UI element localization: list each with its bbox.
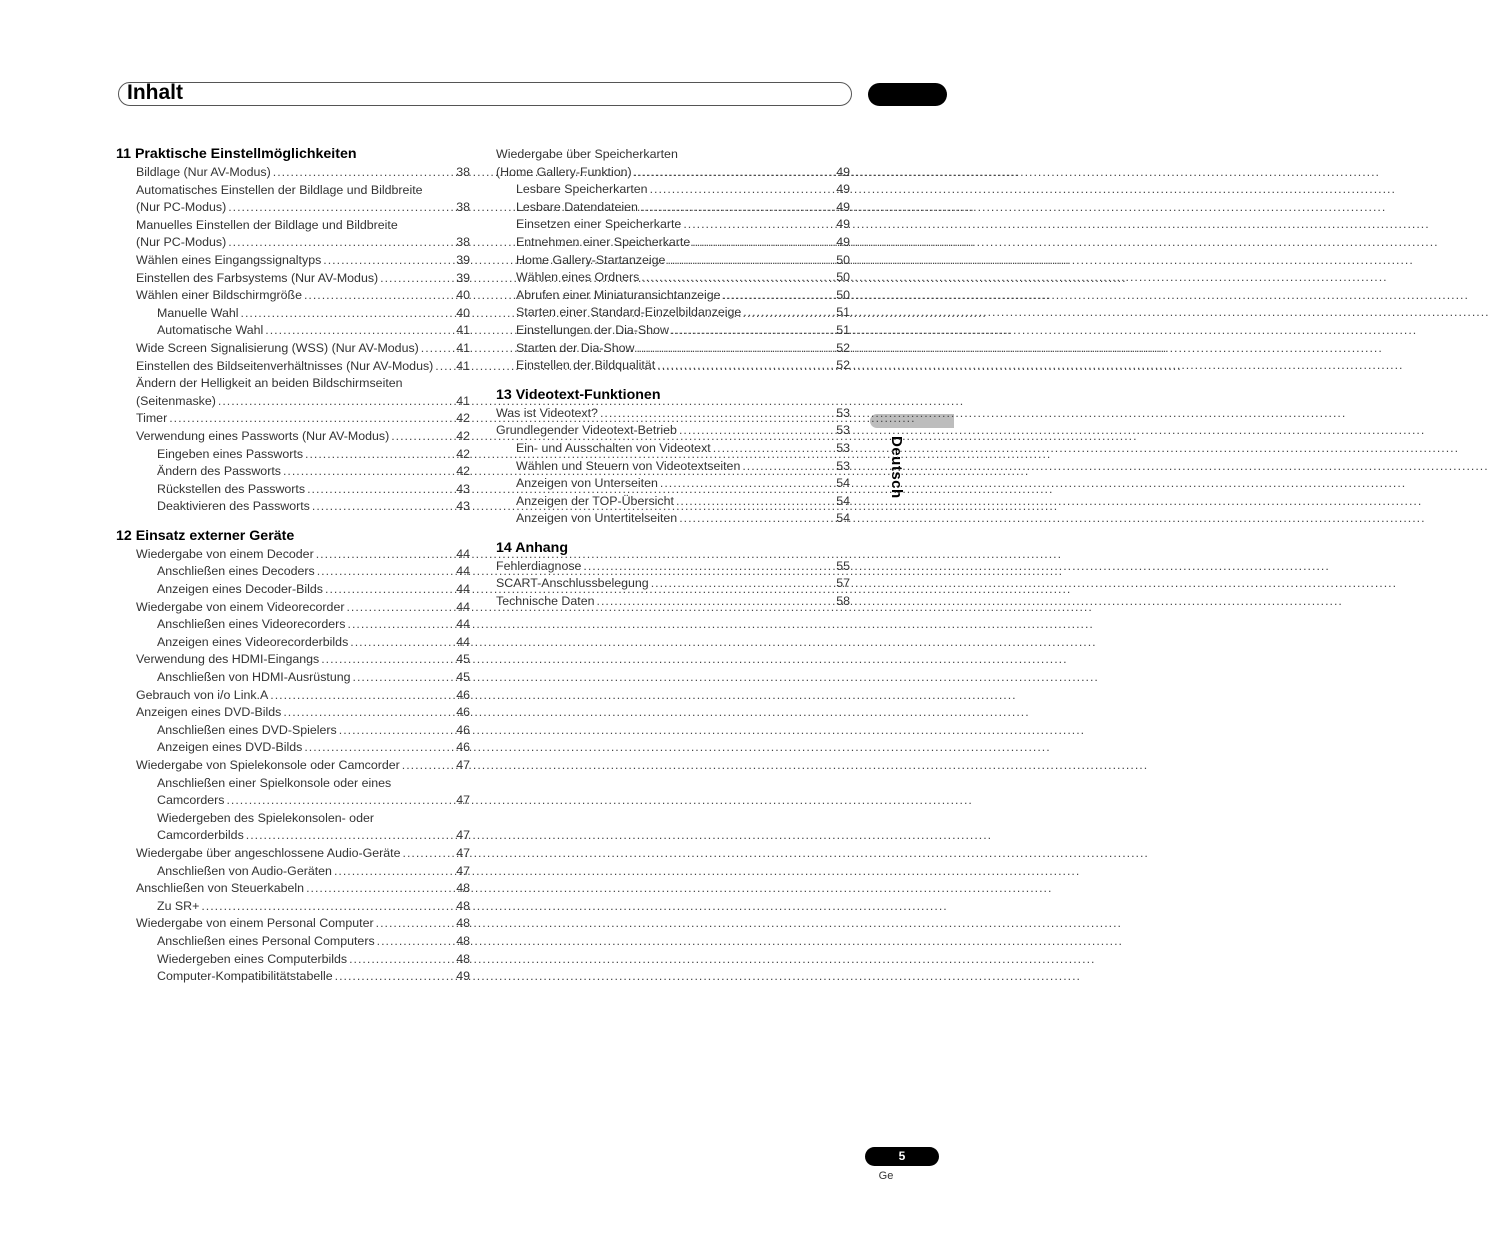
toc-entry[interactable] xyxy=(116,322,470,340)
toc-entry[interactable] xyxy=(116,287,470,305)
toc-entry[interactable] xyxy=(496,575,850,593)
toc-entry-page: 45 xyxy=(456,670,470,685)
toc-entry-page: 41 xyxy=(456,358,470,373)
toc-entry-title: Anzeigen eines DVD-Bilds xyxy=(136,705,282,720)
toc-entry-title: Anschließen eines Decoders xyxy=(157,564,315,579)
toc-entry-title: Wählen eines Ordners xyxy=(516,270,640,285)
toc-entry-title: Einstellen der Bildqualität xyxy=(516,358,656,373)
dot-leader xyxy=(679,422,834,440)
dot-leader xyxy=(228,234,454,252)
toc-entry-page: 55 xyxy=(836,558,850,573)
toc-entry-page: 48 xyxy=(456,916,470,931)
toc-entry-page: 40 xyxy=(456,305,470,320)
toc-entry-page: 49 xyxy=(836,217,850,232)
toc-entry-title: Einsetzen einer Speicherkarte xyxy=(516,217,682,232)
toc-entry-title: Verwendung des HDMI-Eingangs xyxy=(136,652,320,667)
toc-entry-page: 46 xyxy=(456,722,470,737)
toc-entry-title: Wählen einer Bildschirmgröße xyxy=(136,288,302,303)
dot-leader xyxy=(323,252,454,270)
toc-entry[interactable] xyxy=(116,446,470,464)
toc-entry[interactable] xyxy=(496,252,850,270)
dot-leader xyxy=(692,234,834,252)
toc-entry[interactable] xyxy=(496,357,850,375)
toc-section xyxy=(496,146,850,375)
toc-entry-line: Anschließen einer Spielkonsole oder eines xyxy=(157,775,392,790)
toc-entry[interactable] xyxy=(116,722,470,740)
dot-leader xyxy=(660,475,834,493)
toc-entry-title: Bildlage (Nur AV-Modus) xyxy=(136,165,271,179)
dot-leader xyxy=(283,704,454,722)
toc-entry-title: Verwendung eines Passworts (Nur AV-Modus) xyxy=(136,428,390,443)
dot-leader xyxy=(583,558,834,576)
toc-entry[interactable] xyxy=(116,915,470,933)
toc-entry[interactable] xyxy=(116,616,470,634)
dot-leader xyxy=(349,951,454,969)
toc-entry[interactable] xyxy=(496,593,850,611)
toc-entry-title: Abrufen einer Miniaturansichtanzeige xyxy=(516,287,721,302)
dot-leader xyxy=(241,305,455,323)
dot-leader xyxy=(228,199,454,217)
toc-entry-page: 41 xyxy=(456,393,470,408)
toc-entry-title: Camcorders xyxy=(157,793,225,808)
toc-entry-page: 58 xyxy=(836,594,850,609)
toc-entry[interactable] xyxy=(496,558,850,576)
toc-entry-page: 46 xyxy=(456,740,470,755)
toc-entry-title: Anzeigen eines Videorecorderbilds xyxy=(157,634,349,649)
toc-entry-page: 44 xyxy=(456,582,470,597)
toc-entry-page: 53 xyxy=(836,458,850,473)
toc-entry-title: Wählen und Steuern von Videotextseiten xyxy=(516,458,741,473)
toc-entry[interactable] xyxy=(116,428,470,446)
language-tab-label: Deutsch xyxy=(888,436,905,499)
toc-entry-title: Anzeigen der TOP-Übersicht xyxy=(516,493,674,508)
toc-entry-title: Technische Daten xyxy=(496,594,595,609)
toc-entry-page: 42 xyxy=(456,411,470,426)
toc-entry-page: 41 xyxy=(456,323,470,338)
toc-entry-page: 54 xyxy=(836,511,850,526)
dot-leader xyxy=(391,428,454,446)
toc-entry-page: 39 xyxy=(456,270,470,285)
toc-entry-title: Starten einer Standard-Einzelbildanzeige xyxy=(516,305,742,320)
toc-entry-title: Anschließen von Audio-Geräten xyxy=(157,863,332,878)
toc-entry-title: Zu SR+ xyxy=(157,898,200,913)
toc-entry-title: Entnehmen einer Speicherkarte xyxy=(516,234,691,249)
toc-entry-page: 49 xyxy=(836,199,850,214)
toc-entry-page: 57 xyxy=(836,576,850,591)
dot-leader xyxy=(600,405,834,423)
toc-entry-title: Anschließen von Steuerkabeln xyxy=(136,881,305,896)
dot-leader xyxy=(246,827,454,845)
toc-entry-page: 41 xyxy=(456,340,470,355)
toc-entry[interactable] xyxy=(116,704,470,722)
dot-leader xyxy=(671,322,834,340)
section-title: 11 Praktische Einstellmöglichkeiten xyxy=(116,146,357,162)
toc-entry-title: Home Gallery-Startanzeige xyxy=(516,252,666,267)
dot-leader xyxy=(325,581,454,599)
toc-entry-line: Ändern der Helligkeit an beiden Bildschirmseiten xyxy=(136,376,403,391)
toc-entry[interactable] xyxy=(496,164,850,182)
toc-entry-page: 48 xyxy=(456,898,470,913)
toc-entry[interactable] xyxy=(116,898,470,916)
toc-entry[interactable] xyxy=(116,481,470,499)
toc-entry-title: Einstellungen der Dia-Show xyxy=(516,322,669,337)
toc-entry-page: 50 xyxy=(836,252,850,267)
page-title: Inhalt xyxy=(127,81,183,104)
toc-section xyxy=(496,539,850,611)
toc-section xyxy=(496,386,850,528)
toc-entry-page: 49 xyxy=(456,969,470,984)
dot-leader xyxy=(226,792,454,810)
dot-leader xyxy=(640,199,834,217)
dot-leader xyxy=(421,340,454,358)
toc-entry[interactable] xyxy=(496,216,850,234)
dot-leader xyxy=(679,510,834,528)
dot-leader xyxy=(334,863,454,881)
toc-entry-page: 48 xyxy=(456,951,470,966)
dot-leader xyxy=(435,358,454,376)
toc-entry[interactable] xyxy=(116,863,470,881)
toc-entry[interactable] xyxy=(116,164,470,182)
toc-entry-title: Wiedergabe von einem Personal Computer xyxy=(136,916,374,931)
toc-entry-title: Wiedergabe über angeschlossene Audio-Geräte xyxy=(136,845,401,860)
toc-entry-title: Einstellen des Bildseitenverhältnisses (Nur AV-Modus) xyxy=(136,358,434,373)
toc-entry[interactable] xyxy=(116,393,470,411)
toc-entry[interactable] xyxy=(116,270,470,288)
dot-leader xyxy=(636,340,834,358)
toc-entry-title: Anschließen eines Videorecorders xyxy=(157,617,346,632)
dot-leader xyxy=(713,440,834,458)
toc-entry[interactable] xyxy=(496,304,850,322)
dot-leader xyxy=(742,458,834,476)
toc-entry-title: Anschließen eines Personal Computers xyxy=(157,933,375,948)
toc-entry-title: Anzeigen eines Decoder-Bilds xyxy=(157,582,323,597)
toc-entry-title: Computer-Kompatibilitätstabelle xyxy=(157,969,333,984)
toc-entry-page: 44 xyxy=(456,634,470,649)
toc-entry-page: 47 xyxy=(456,793,470,808)
toc-entry[interactable] xyxy=(116,563,470,581)
toc-entry[interactable] xyxy=(116,968,470,986)
toc-entry-title: Wide Screen Signalisierung (WSS) (Nur AV-Modus) xyxy=(136,340,419,355)
toc-entry-title: Starten der Dia-Show xyxy=(516,340,635,355)
dot-leader xyxy=(270,687,454,705)
dot-leader xyxy=(667,252,834,270)
toc-entry-title: (Seitenmaske) xyxy=(136,393,216,408)
dot-leader xyxy=(283,463,454,481)
dot-leader xyxy=(743,304,834,322)
toc-entry[interactable] xyxy=(116,410,470,428)
toc-entry-page: 38 xyxy=(456,200,470,215)
toc-entry[interactable] xyxy=(116,634,470,652)
section-title: 13 Videotext-Funktionen xyxy=(496,386,661,403)
toc-entry[interactable] xyxy=(116,463,470,481)
toc-entry[interactable] xyxy=(116,827,470,845)
dot-leader xyxy=(218,393,454,411)
toc-entry-title: Anschließen eines DVD-Spielers xyxy=(157,722,337,737)
toc-entry-title: Wiedergabe von einem Decoder xyxy=(136,546,314,561)
toc-entry-page: 53 xyxy=(836,440,850,455)
toc-entry[interactable] xyxy=(116,199,470,217)
toc-entry-page: 54 xyxy=(836,493,850,508)
dot-leader xyxy=(273,164,454,182)
toc-entry-page: 51 xyxy=(836,305,850,320)
toc-entry-title: SCART-Anschlussbelegung xyxy=(496,576,649,591)
header-frame xyxy=(118,82,852,106)
dot-leader xyxy=(651,575,835,593)
toc-entry-page: 47 xyxy=(456,758,470,772)
toc-entry-line: Automatisches Einstellen der Bildlage und Bildbreite xyxy=(136,182,423,197)
toc-entry[interactable] xyxy=(116,757,470,775)
dot-leader xyxy=(335,968,455,986)
dot-leader xyxy=(304,287,454,305)
toc-entry[interactable] xyxy=(116,792,470,810)
section-title: 12 Einsatz externer Geräte xyxy=(116,527,295,544)
toc-entry-page: 47 xyxy=(456,828,470,843)
dot-leader xyxy=(683,216,834,234)
toc-entry-page: 52 xyxy=(836,340,850,355)
toc-entry[interactable] xyxy=(116,234,470,252)
toc-entry-page: 39 xyxy=(456,252,470,267)
toc-entry[interactable] xyxy=(116,933,470,951)
toc-entry-title: Deaktivieren des Passworts xyxy=(157,499,310,514)
toc-entry[interactable] xyxy=(496,322,850,340)
toc-entry-page: 38 xyxy=(456,235,470,250)
dot-leader xyxy=(402,757,454,775)
dot-leader xyxy=(403,845,455,863)
dot-leader xyxy=(641,269,834,287)
dot-leader xyxy=(348,616,455,634)
section-title: 14 Anhang xyxy=(496,539,568,556)
toc-entry-title: Gebrauch von i/o Link.A xyxy=(136,687,269,702)
dot-leader xyxy=(317,563,454,581)
toc-entry[interactable] xyxy=(116,358,470,376)
toc-entry-page: 42 xyxy=(456,446,470,461)
toc-entry[interactable] xyxy=(496,458,850,476)
toc-entry-title: Camcorderbilds xyxy=(157,828,244,843)
toc-entry[interactable] xyxy=(496,340,850,358)
toc-entry[interactable] xyxy=(116,340,470,358)
toc-entry-title: Anzeigen eines DVD-Bilds xyxy=(157,740,303,755)
toc-entry-title: Wiedergeben eines Computerbilds xyxy=(157,951,348,966)
toc-entry[interactable] xyxy=(496,405,850,423)
toc-entry-title: Manuelle Wahl xyxy=(157,305,239,320)
toc-entry-title: Wählen eines Eingangssignaltyps xyxy=(136,252,322,267)
toc-entry-title: Was ist Videotext? xyxy=(496,405,598,420)
dot-leader xyxy=(346,599,454,617)
toc-entry-title: Eingeben eines Passworts xyxy=(157,446,304,461)
toc-entry-title: Fehlerdiagnose xyxy=(496,558,582,573)
toc-entry-title: Automatische Wahl xyxy=(157,323,264,338)
toc-entry-title: Anzeigen von Untertitelseiten xyxy=(516,511,678,526)
toc-entry[interactable] xyxy=(496,440,850,458)
dot-leader xyxy=(321,651,454,669)
toc-entry[interactable] xyxy=(116,951,470,969)
toc-section xyxy=(116,527,470,986)
toc-entry-page: 44 xyxy=(456,546,470,561)
toc-entry-page: 48 xyxy=(456,933,470,948)
toc-entry-page: 45 xyxy=(456,652,470,667)
toc-entry-page: 44 xyxy=(456,599,470,614)
dot-leader xyxy=(304,739,454,757)
toc-entry-title: Timer xyxy=(136,411,168,426)
toc-entry-page: 44 xyxy=(456,617,470,632)
toc-entry-page: 48 xyxy=(456,881,470,896)
dot-leader xyxy=(265,322,454,340)
dot-leader xyxy=(353,669,455,687)
toc-entry-page: 51 xyxy=(836,322,850,337)
toc-entry-page: 43 xyxy=(456,499,470,514)
toc-entry-title: Anzeigen von Unterseiten xyxy=(516,476,658,491)
toc-entry[interactable] xyxy=(116,651,470,669)
toc-entry-page: 40 xyxy=(456,288,470,303)
toc-entry-page: 47 xyxy=(456,845,470,860)
toc-entry-page: 49 xyxy=(836,164,850,179)
toc-entry-title: Lesbare Speicherkarten xyxy=(516,182,648,197)
toc-entry-page: 46 xyxy=(456,687,470,702)
toc-entry-page: 49 xyxy=(836,182,850,197)
toc-entry[interactable] xyxy=(116,252,470,270)
toc-entry-page: 46 xyxy=(456,705,470,720)
toc-entry[interactable] xyxy=(496,181,850,199)
dot-leader xyxy=(307,481,454,499)
toc-entry-page: 49 xyxy=(836,234,850,249)
header-tab-marker xyxy=(868,83,947,106)
toc-entry[interactable] xyxy=(496,269,850,287)
dot-leader xyxy=(316,546,455,564)
toc-entry-title: Wiedergabe von Spielekonsole oder Camcorder xyxy=(136,758,400,772)
page-language-code: Ge xyxy=(878,1170,894,1182)
toc-entry-title: Ändern des Passworts xyxy=(157,464,281,479)
toc-entry-page: 42 xyxy=(456,464,470,479)
toc-entry-line: Wiedergeben des Spielekonsolen- oder xyxy=(157,810,374,825)
toc-entry-page: 50 xyxy=(836,270,850,285)
toc-entry[interactable] xyxy=(116,581,470,599)
toc-entry[interactable] xyxy=(496,199,850,217)
toc-entry-title: Lesbare Datendateien xyxy=(516,199,638,214)
dot-leader xyxy=(650,181,835,199)
toc-entry-page: 50 xyxy=(836,287,850,302)
toc-entry[interactable] xyxy=(496,510,850,528)
toc-entry[interactable] xyxy=(116,305,470,323)
dot-leader xyxy=(376,915,455,933)
toc-entry[interactable] xyxy=(116,599,470,617)
toc-entry[interactable] xyxy=(116,845,470,863)
toc-entry[interactable] xyxy=(496,493,850,511)
toc-entry[interactable] xyxy=(116,880,470,898)
dot-leader xyxy=(306,880,454,898)
dot-leader xyxy=(723,287,835,305)
toc-entry[interactable] xyxy=(116,546,470,564)
toc-entry[interactable] xyxy=(496,475,850,493)
toc-entry-title: Einstellen des Farbsystems (Nur AV-Modus) xyxy=(136,270,379,285)
toc-right-column xyxy=(496,146,850,622)
dot-leader xyxy=(377,933,455,951)
toc-entry-page: 43 xyxy=(456,481,470,496)
toc-entry-line: Manuelles Einstellen der Bildlage und Bildbreite xyxy=(136,217,398,232)
dot-leader xyxy=(305,446,454,464)
toc-entry[interactable] xyxy=(496,234,850,252)
toc-entry[interactable] xyxy=(116,498,470,516)
toc-entry[interactable] xyxy=(116,739,470,757)
dot-leader xyxy=(339,722,454,740)
toc-entry-page: 53 xyxy=(836,405,850,420)
dot-leader xyxy=(201,898,454,916)
toc-entry-title: (Home Gallery-Funktion) xyxy=(496,164,632,179)
toc-section xyxy=(116,145,470,516)
toc-left-column xyxy=(116,145,470,997)
toc-entry-page: 47 xyxy=(456,863,470,878)
dot-leader xyxy=(350,634,454,652)
toc-entry-title: Ein- und Ausschalten von Videotext xyxy=(516,440,711,455)
toc-entry-title: (Nur PC-Modus) xyxy=(136,235,227,250)
toc-entry[interactable] xyxy=(496,287,850,305)
toc-entry-title: (Nur PC-Modus) xyxy=(136,200,227,215)
toc-entry-title: Wiedergabe von einem Videorecorder xyxy=(136,599,345,614)
dot-leader xyxy=(597,593,835,611)
toc-entry-title: Rückstellen des Passworts xyxy=(157,481,306,496)
dot-leader xyxy=(634,164,835,182)
toc-entry-page: 54 xyxy=(836,476,850,491)
dot-leader xyxy=(380,270,454,288)
toc-entry-page: 52 xyxy=(836,358,850,373)
dot-leader xyxy=(657,357,834,375)
dot-leader xyxy=(676,493,834,511)
toc-entry-line: Wiedergabe über Speicherkarten xyxy=(496,147,678,161)
toc-entry[interactable] xyxy=(116,669,470,687)
toc-entry-page: 42 xyxy=(456,428,470,443)
toc-entry-page: 44 xyxy=(456,564,470,579)
dot-leader xyxy=(312,498,454,516)
toc-entry-page: 38 xyxy=(456,165,470,179)
toc-entry[interactable] xyxy=(496,422,850,440)
dot-leader xyxy=(169,410,454,428)
toc-entry-title: Grundlegender Videotext-Betrieb xyxy=(496,423,677,438)
toc-entry[interactable] xyxy=(116,687,470,705)
toc-entry-page: 53 xyxy=(836,423,850,438)
page-number: 5 xyxy=(865,1147,939,1166)
toc-entry-title: Anschließen von HDMI-Ausrüstung xyxy=(157,670,351,685)
